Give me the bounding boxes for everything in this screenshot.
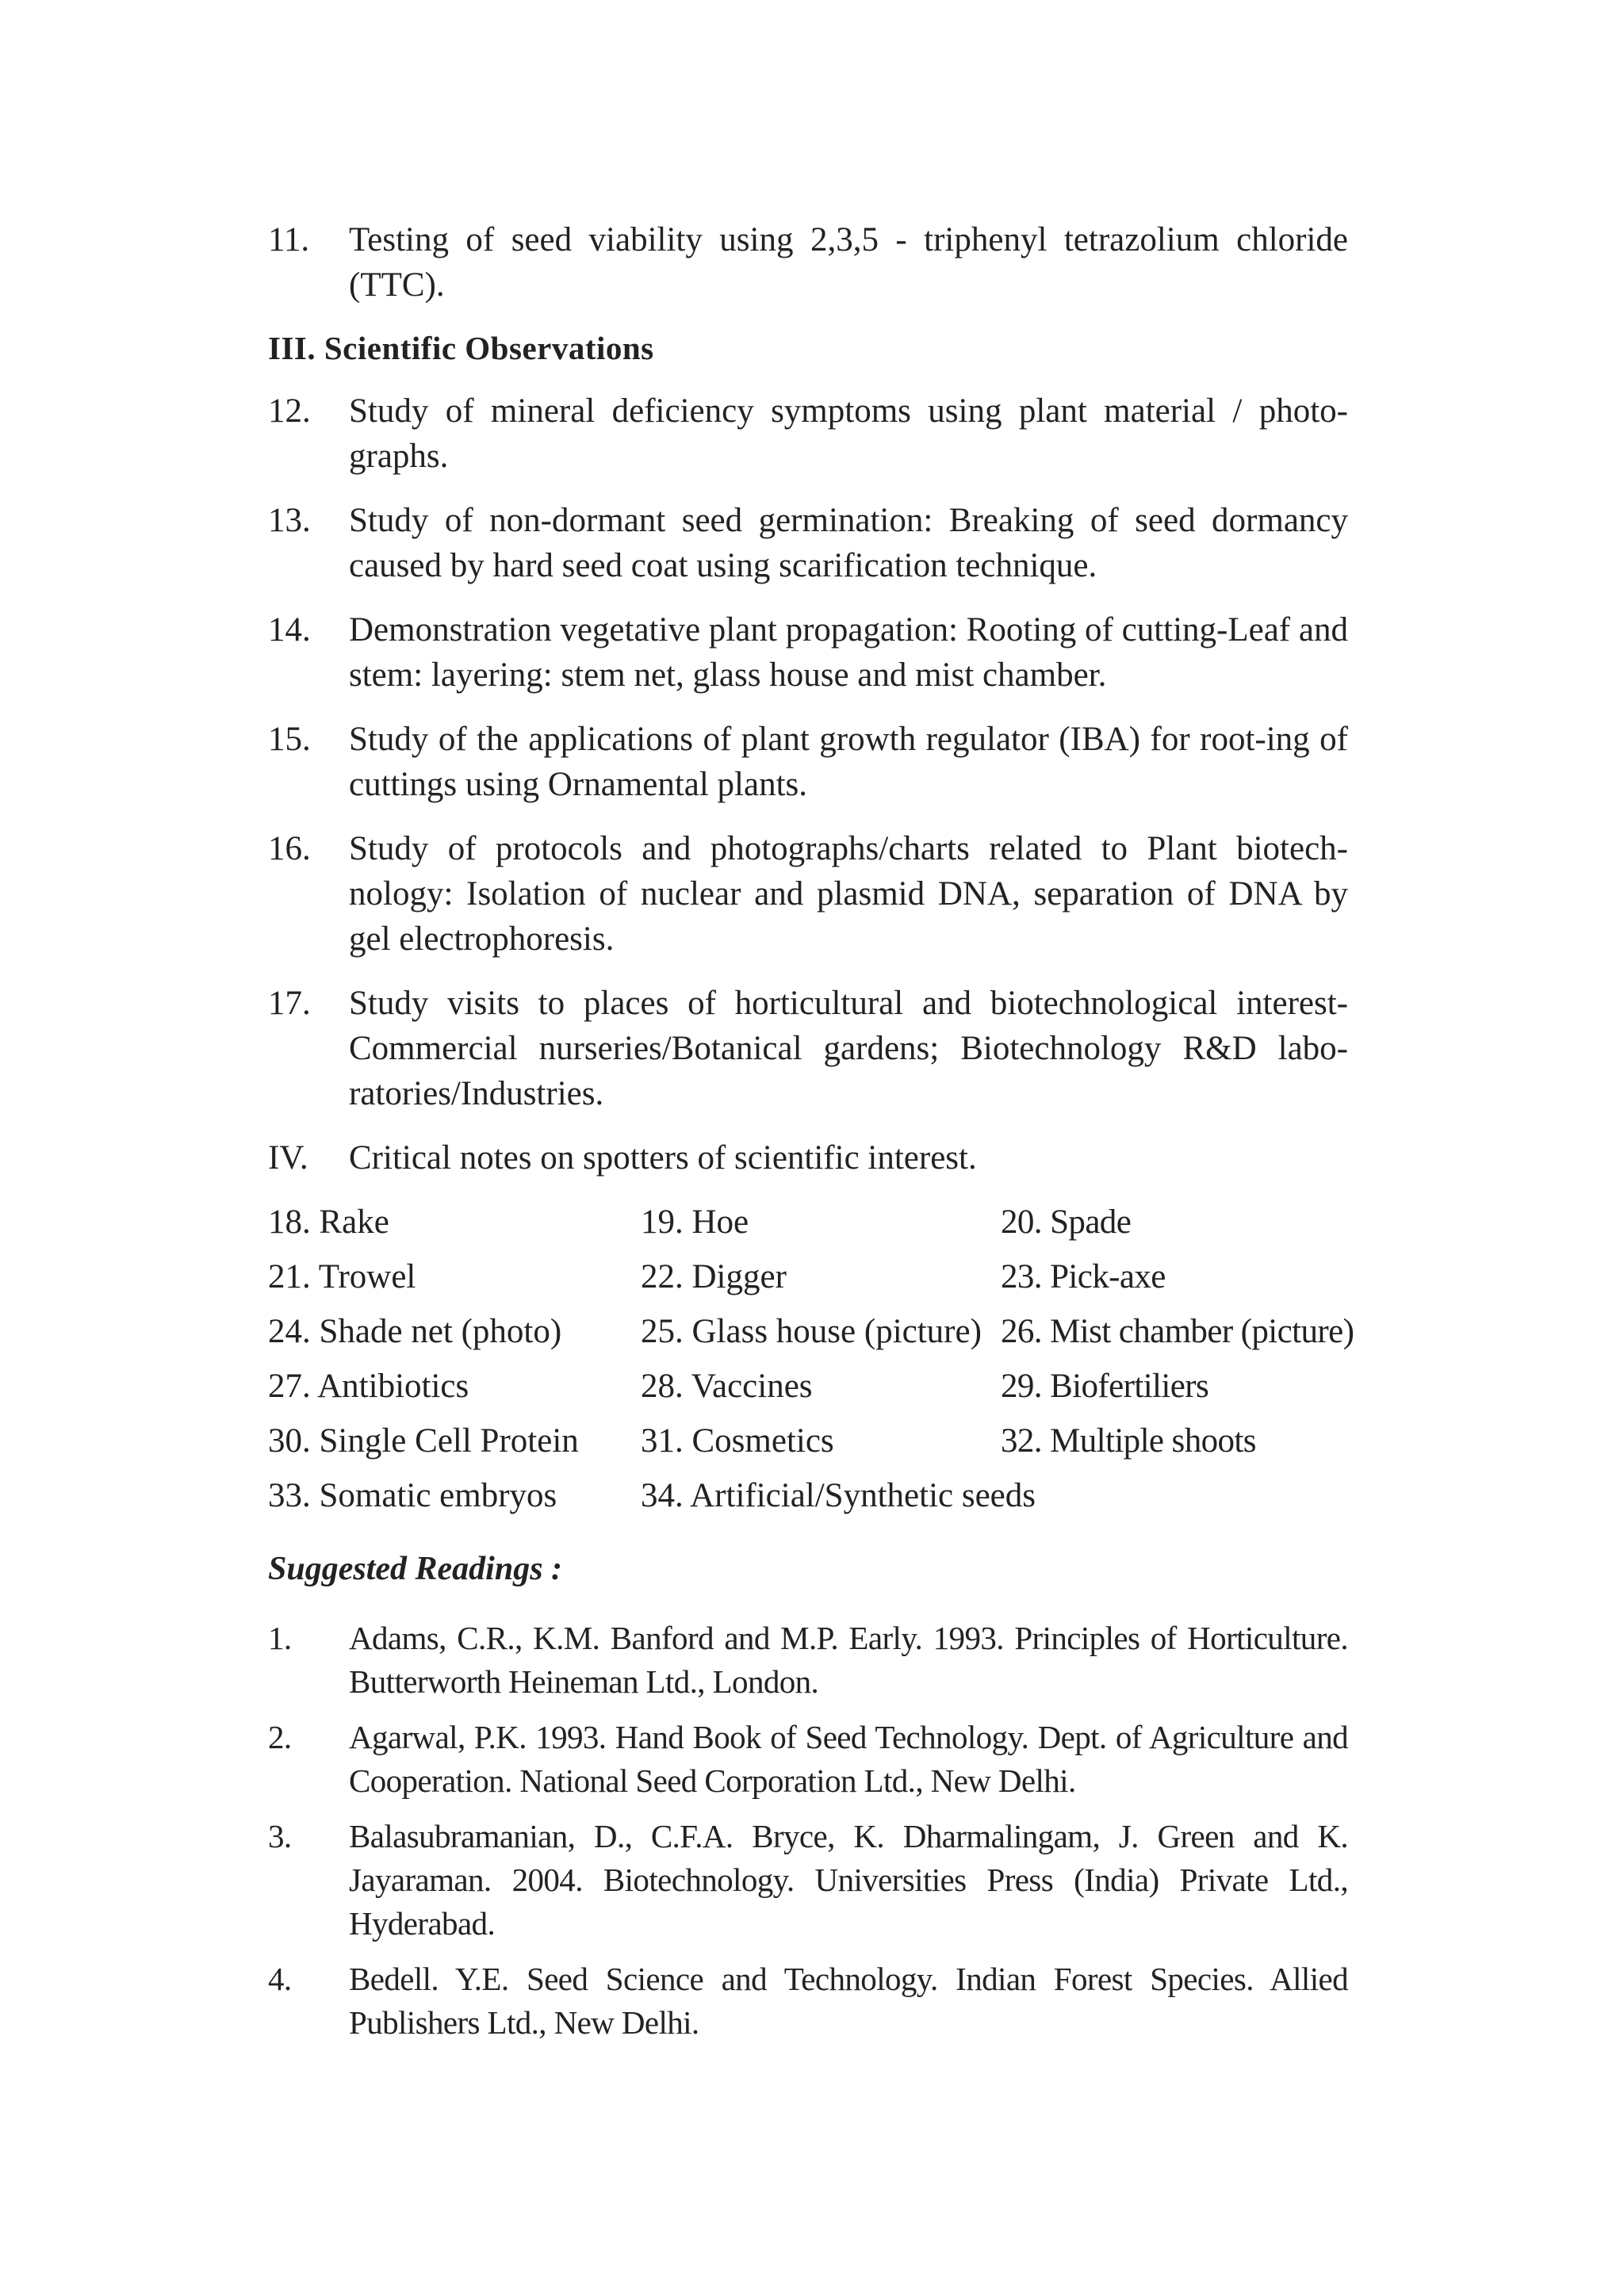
reading-number: 3. [268,1818,292,1854]
item-text: Study of non-dormant seed germination: Breaking of seed dormancy caused by hard seed coat using scarification technique. [349,502,1348,584]
spotter-item: 29. Biofertiliers [1001,1368,1209,1405]
reading-text: Adams, C.R., K.M. Banford and M.P. Early. 1993. Principles of Horticulture. Butterworth Heineman Ltd., London. [349,1620,1348,1700]
item-number: 11. [268,221,310,258]
item-text: Critical notes on spotters of scientific interest. [349,1139,977,1177]
item-number: 17. [268,985,311,1022]
reading-number: 2. [268,1719,292,1755]
practical-item-12 [268,388,1348,479]
spotters-row [268,1254,1348,1299]
item-number: 16. [268,830,311,867]
spotters-row [268,1309,1354,1354]
spotter-item: 30. Single Cell Protein [268,1422,579,1460]
spotter-item: 20. Spade [1001,1203,1132,1241]
spotters-row [268,1364,1348,1409]
spotter-item: 32. Multiple shoots [1001,1422,1256,1460]
spotters-row [268,1200,1348,1245]
spotter-item: 24. Shade net (photo) [268,1313,562,1350]
spotter-item: 21. Trowel [268,1258,416,1295]
spotter-item: 26. Mist chamber (picture) [1001,1313,1354,1350]
spotter-item: 25. Glass house (picture) [641,1313,982,1350]
item-text: Study of mineral deficiency symptoms using plant material / photo-graphs. [349,392,1348,475]
reading-item-3 [268,1815,1348,1946]
item-number: 12. [268,392,311,430]
practical-item-13 [268,498,1348,588]
practical-item-11 [268,217,1348,308]
item-text: Testing of seed viability using 2,3,5 - triphenyl tetrazolium chloride (TTC). [349,221,1348,304]
spotter-item: 31. Cosmetics [641,1422,834,1460]
practical-item-16 [268,826,1348,962]
item-text: Study of the applications of plant growth regulator (IBA) for root-ing of cuttings using Ornamental plants. [349,721,1348,803]
document-page [268,217,1354,2057]
reading-number: 4. [268,1961,292,1997]
spotters-row [268,1418,1348,1464]
item-text: Study visits to places of horticultural and biotechnological interest-Commercial nurseries/Botanical gardens; Biotechnology R&D labo-ratories/Industries. [349,985,1348,1112]
item-number: IV. [268,1139,308,1177]
spotters-row [268,1473,1348,1518]
section-heading-scientific-observations: III. Scientific Observations [268,330,654,366]
spotter-item: 18. Rake [268,1203,389,1241]
practical-item-15 [268,717,1348,807]
spotters-grid [268,1200,1354,1518]
item-number: 15. [268,721,311,758]
item-number: 13. [268,502,311,539]
reading-text: Balasubramanian, D., C.F.A. Bryce, K. Dharmalingam, J. Green and K. Jayaraman. 2004. Biotechnology. Universities Press (India) Private Ltd., Hyderabad. [349,1818,1348,1942]
reading-item-2 [268,1716,1348,1803]
spotter-item: 23. Pick-axe [1001,1258,1166,1295]
spotter-item: 34. Artificial/Synthetic seeds [641,1477,1036,1514]
reading-number: 1. [268,1620,292,1656]
section-item-iv [268,1135,1348,1181]
reading-item-1 [268,1617,1348,1704]
practical-item-17 [268,981,1348,1116]
spotter-item: 27. Antibiotics [268,1368,469,1405]
reading-item-4 [268,1957,1348,2045]
reading-text: Bedell. Y.E. Seed Science and Technology. Indian Forest Species. Allied Publishers Ltd., New Delhi. [349,1961,1348,2041]
suggested-readings-heading: Suggested Readings : [268,1551,563,1587]
spotter-item: 22. Digger [641,1258,787,1295]
item-number: 14. [268,611,311,649]
reading-text: Agarwal, P.K. 1993. Hand Book of Seed Technology. Dept. of Agriculture and Cooperation. National Seed Corporation Ltd., New Delhi. [349,1719,1348,1799]
item-text: Demonstration vegetative plant propagation: Rooting of cutting-Leaf and stem: layering: stem net, glass house and mist chamber. [349,611,1348,694]
item-text: Study of protocols and photographs/charts related to Plant biotech-nology: Isolation of nuclear and plasmid DNA, separation of DNA by gel electrophoresis. [349,830,1348,958]
spotter-item: 28. Vaccines [641,1368,813,1405]
spotter-item: 33. Somatic embryos [268,1477,557,1514]
practical-item-14 [268,607,1348,698]
spotter-item: 19. Hoe [641,1203,749,1241]
